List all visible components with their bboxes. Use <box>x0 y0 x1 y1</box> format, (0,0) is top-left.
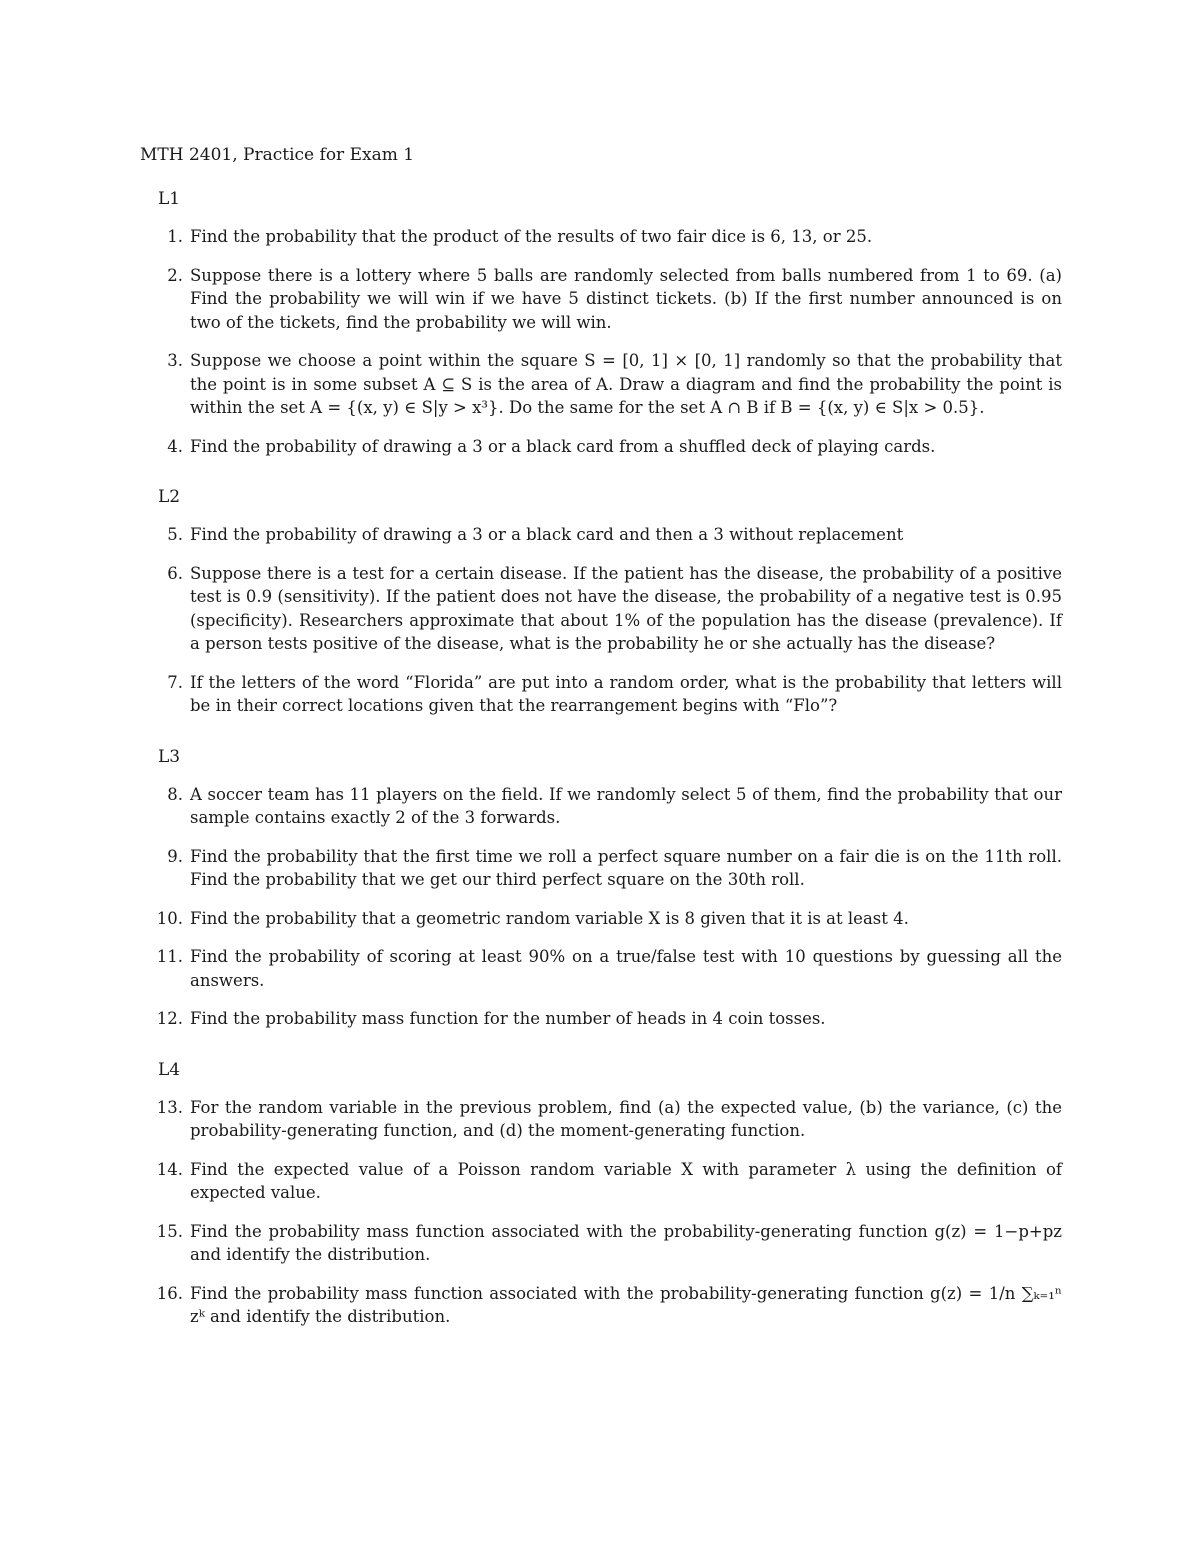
problem-item <box>140 1007 1062 1031</box>
problem-item <box>140 264 1062 335</box>
exam-page <box>140 143 1062 1344</box>
problem-text: A soccer team has 11 players on the field. If we randomly select 5 of them, find the probability that our sample contains exactly 2 of the 3 forwards. <box>190 784 1062 827</box>
problem-item <box>140 1282 1062 1329</box>
problem-item <box>140 1158 1062 1205</box>
problem-item <box>140 945 1062 992</box>
problem-number: 12. <box>156 1009 183 1028</box>
problem-list-l3 <box>140 783 1062 1031</box>
problem-text: Find the probability of drawing a 3 or a black card from a shuffled deck of playing cards. <box>190 436 936 456</box>
problem-number: 11. <box>156 947 183 966</box>
problem-number: 5. <box>167 525 183 544</box>
problem-text: Find the expected value of a Poisson random variable X with parameter λ using the definition of expected value. <box>190 1159 1062 1202</box>
problem-number: 10. <box>156 908 183 928</box>
problem-item <box>140 225 1062 249</box>
problem-number: 14. <box>156 1159 183 1179</box>
problem-text: Suppose there is a test for a certain disease. If the patient has the disease, the probability of a positive test is 0.9 (sensitivity). If the patient does not have the disease, the probability of a negative test is 0.95 (specificity). Researchers approximate that about 1% of the population has the disease (prevalence). If a person tests positive of the disease, what is the probability he or she actually has the disease? <box>190 563 1062 653</box>
problem-item <box>140 907 1062 931</box>
section-label-l1: L1 <box>158 189 181 209</box>
problem-number: 8. <box>167 784 183 804</box>
section-spacer <box>140 733 1062 745</box>
problem-text: Find the probability of scoring at least 90% on a true/false test with 10 questions by guessing all the answers. <box>190 947 1062 990</box>
problem-number: 9. <box>167 846 183 866</box>
problem-item <box>140 435 1062 459</box>
problem-item <box>140 523 1062 547</box>
problem-number: 16. <box>156 1283 183 1303</box>
problem-text: Find the probability that a geometric random variable X is 8 given that it is at least 4. <box>190 908 909 928</box>
problem-text: If the letters of the word “Florida” are put into a random order, what is the probability that letters will be in their correct locations given that the rearrangement begins with “Flo”? <box>190 672 1062 715</box>
section-label-l2: L2 <box>158 487 181 507</box>
problem-text: Find the probability that the product of the results of two fair dice is 6, 13, or 25. <box>190 227 873 246</box>
problem-text: Find the probability that the first time we roll a perfect square number on a fair die is on the 11th roll. Find the probability that we get our third perfect square on the 30th roll. <box>190 846 1062 889</box>
problem-number: 4. <box>167 436 183 456</box>
section-spacer <box>140 473 1062 485</box>
problem-number: 6. <box>167 563 183 583</box>
problem-item <box>140 671 1062 718</box>
problem-number: 2. <box>167 265 183 285</box>
problem-text: Suppose we choose a point within the square S = [0, 1] × [0, 1] randomly so that the probability that the point is in some subset A ⊆ S is the area of A. Draw a diagram and find the probability the point is within the set A = {(x, y) ∈ S|y > x³}. Do the same for the set A ∩ B if B = {(x, y) ∈ S|x > 0.5}. <box>190 351 1062 417</box>
problem-number: 15. <box>156 1221 183 1241</box>
problem-text: Find the probability of drawing a 3 or a black card and then a 3 without replacement <box>190 525 904 544</box>
problem-text: Suppose there is a lottery where 5 balls are randomly selected from balls numbered from 1 to 69. (a) Find the probability we will win if we have 5 distinct tickets. (b) If the first number announced is on two of the tickets, find the probability we will win. <box>190 265 1062 332</box>
page-title: MTH 2401, Practice for Exam 1 <box>140 145 415 165</box>
section-label-l3: L3 <box>158 746 181 767</box>
problem-item <box>140 562 1062 656</box>
problem-number: 1. <box>167 227 183 246</box>
problem-number: 3. <box>167 351 183 370</box>
problem-item <box>140 845 1062 892</box>
problem-item <box>140 783 1062 830</box>
problem-text: For the random variable in the previous problem, find (a) the expected value, (b) the variance, (c) the probability-generating function, and (d) the moment-generating function. <box>190 1097 1062 1140</box>
problem-list-l1 <box>140 225 1062 458</box>
problem-text: Find the probability mass function associated with the probability-generating function g(z) = 1/n ∑ₖ₌₁ⁿ zᵏ and identify the distribution. <box>190 1283 1062 1326</box>
section-label-l4: L4 <box>158 1059 181 1080</box>
problem-number: 13. <box>156 1097 183 1117</box>
problem-list-l2 <box>140 523 1062 718</box>
problem-list-l4 <box>140 1096 1062 1329</box>
section-spacer <box>140 1046 1062 1058</box>
problem-number: 7. <box>167 672 183 692</box>
problem-item <box>140 349 1062 420</box>
problem-item <box>140 1220 1062 1267</box>
problem-item <box>140 1096 1062 1143</box>
problem-text: Find the probability mass function associated with the probability-generating function g(z) = 1−p+pz and identify the distribution. <box>190 1221 1062 1264</box>
problem-text: Find the probability mass function for the number of heads in 4 coin tosses. <box>190 1009 826 1028</box>
